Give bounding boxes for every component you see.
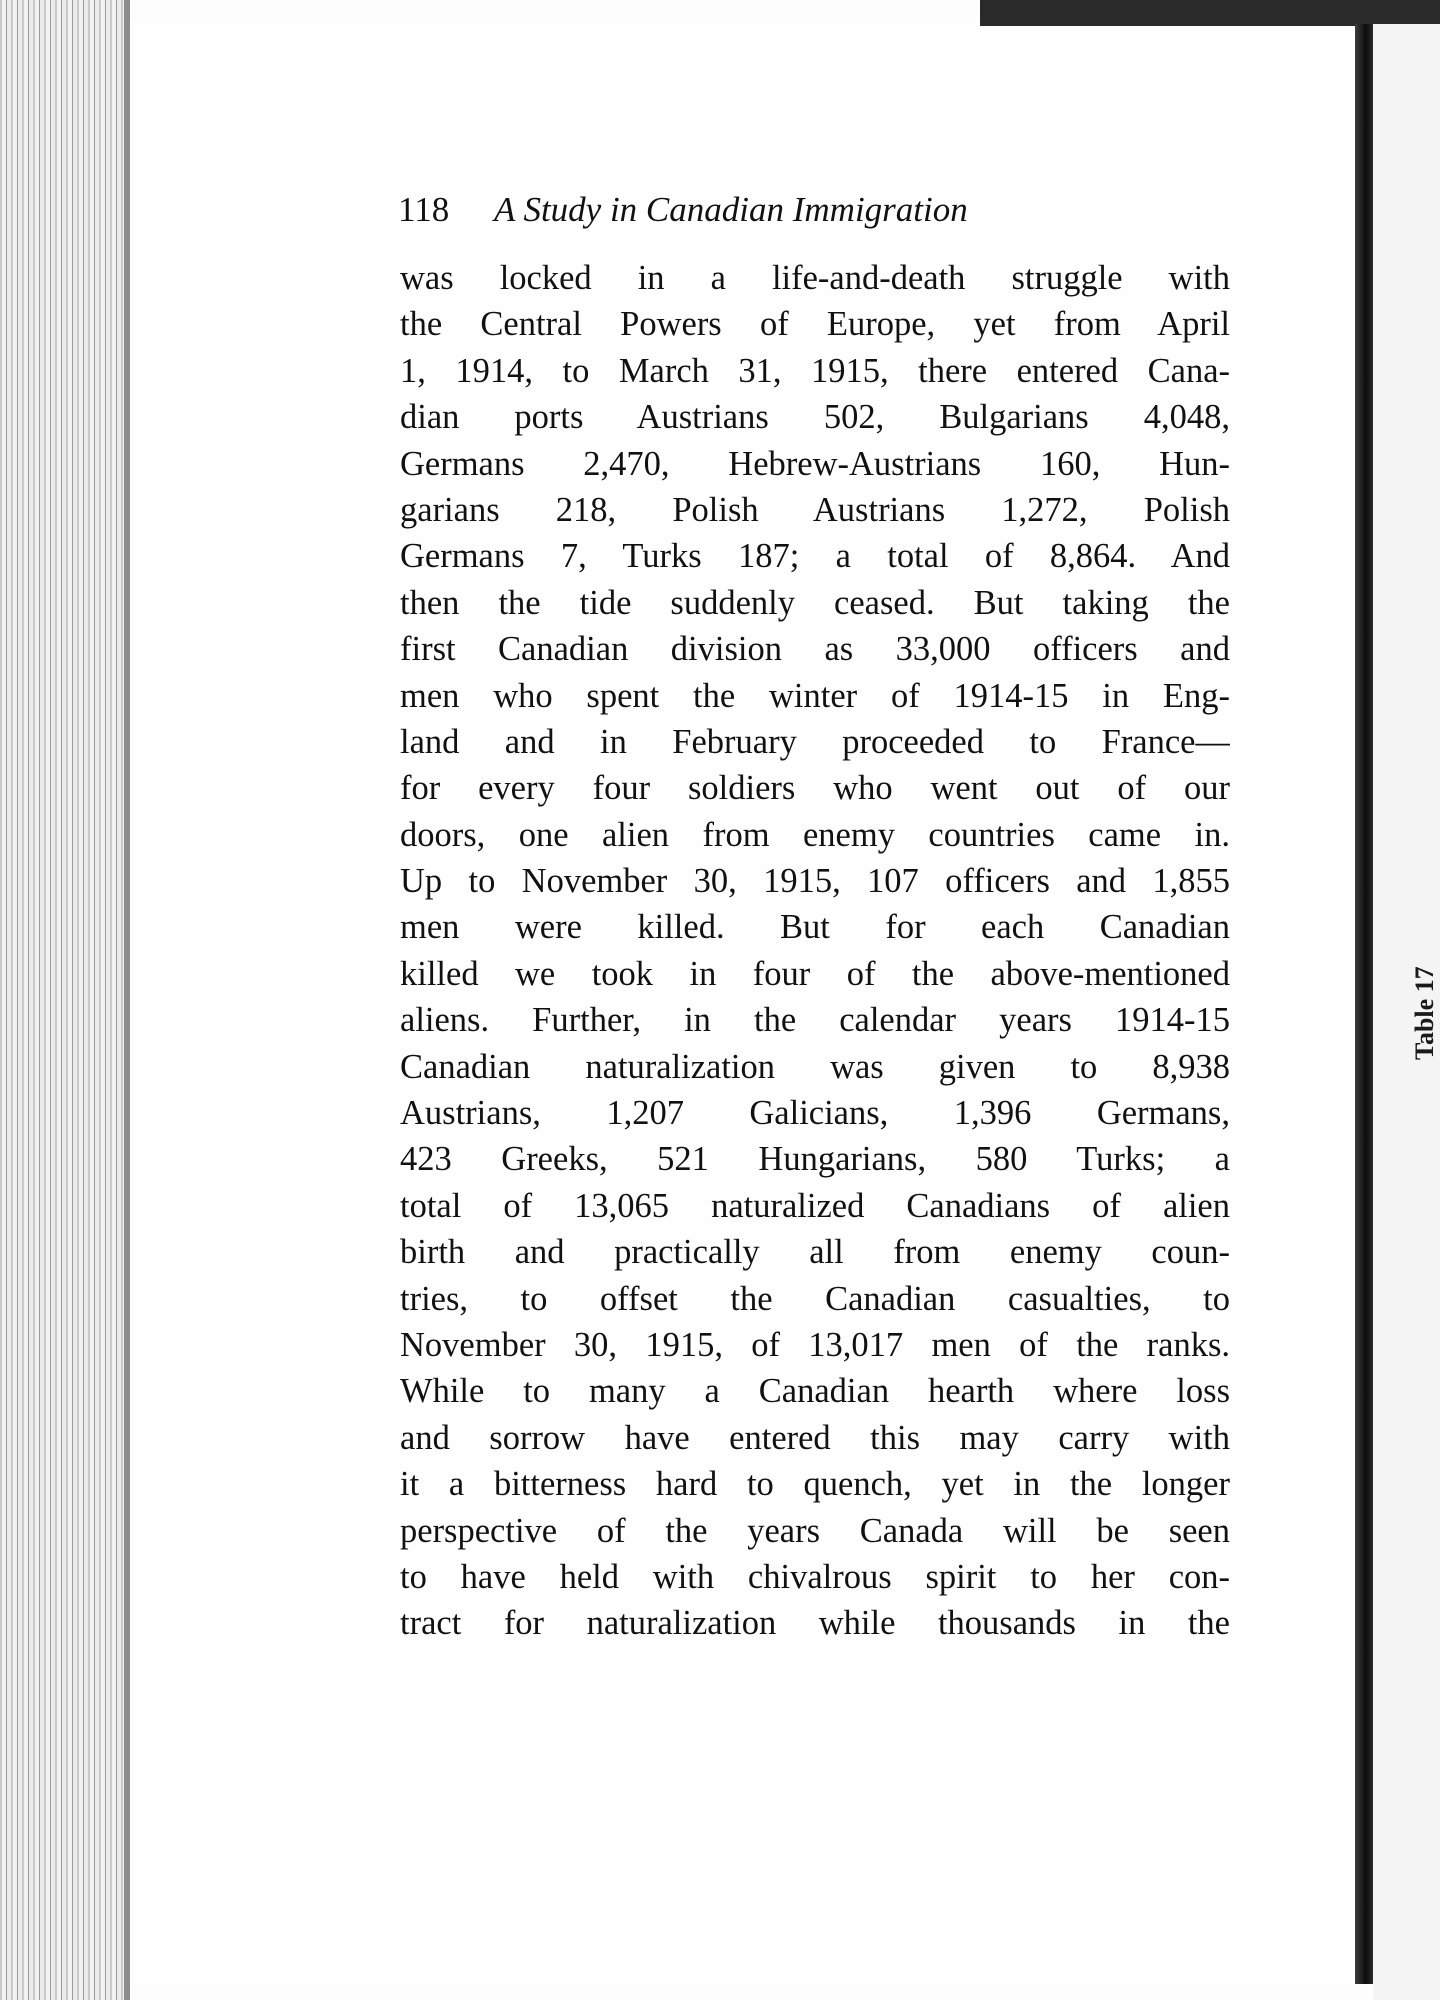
text-line: to have held with chivalrous spirit to her con- <box>400 1557 1230 1596</box>
page-number: 118 <box>398 190 450 229</box>
text-line: Austrians, 1,207 Galicians, 1,396 Germans, <box>400 1094 1230 1133</box>
running-head: A Study in Canadian Immigration <box>493 190 968 229</box>
scan-top-shadow <box>980 0 1440 26</box>
text-line: November 30, 1915, of 13,017 men of the ranks. <box>400 1325 1230 1364</box>
text-line: then the tide suddenly ceased. But taking the <box>400 583 1230 622</box>
text-line: birth and practically all from enemy coun- <box>400 1233 1230 1272</box>
text-line: total of 13,065 naturalized Canadians of alien <box>400 1186 1230 1225</box>
text-line: for every four soldiers who went out of our <box>400 769 1230 808</box>
text-line: Up to November 30, 1915, 107 officers and 1,855 <box>400 862 1230 901</box>
text-line: tract for naturalization while thousands in the <box>400 1604 1230 1643</box>
page-header <box>398 190 1238 250</box>
text-line: While to many a Canadian hearth where loss <box>400 1372 1230 1411</box>
text-line: men who spent the winter of 1914-15 in Eng- <box>400 676 1230 715</box>
text-line: doors, one alien from enemy countries came in. <box>400 815 1230 854</box>
text-line: was locked in a life-and-death struggle with <box>400 259 1230 297</box>
text-line: Canadian naturalization was given to 8,938 <box>400 1047 1230 1086</box>
text-line: the Central Powers of Europe, yet from April <box>400 305 1230 344</box>
text-line: it a bitterness hard to quench, yet in the longer <box>400 1465 1230 1504</box>
text-line: and sorrow have entered this may carry with <box>400 1418 1230 1457</box>
text-line: land and in February proceeded to France— <box>400 722 1230 761</box>
text-line: killed we took in four of the above-mentioned <box>400 954 1230 993</box>
text-line: tries, to offset the Canadian casualties, to <box>400 1279 1230 1318</box>
text-line: men were killed. But for each Canadian <box>400 908 1230 947</box>
page-edges <box>0 0 130 2000</box>
text-line: perspective of the years Canada will be seen <box>400 1511 1230 1550</box>
text-line: 423 Greeks, 521 Hungarians, 580 Turks; a <box>400 1140 1230 1179</box>
book-binding <box>1355 24 1373 1984</box>
text-line: first Canadian division as 33,000 officers and <box>400 630 1230 669</box>
body-text <box>400 255 1230 1647</box>
facing-page-side-text: Table 17 <box>1410 966 1439 1060</box>
text-line: aliens. Further, in the calendar years 1914-15 <box>400 1001 1230 1040</box>
text-line: 1, 1914, to March 31, 1915, there entered Cana- <box>400 351 1230 390</box>
text-line: garians 218, Polish Austrians 1,272, Polish <box>400 490 1230 529</box>
text-line: Germans 2,470, Hebrew-Austrians 160, Hun- <box>400 444 1230 483</box>
text-line: Germans 7, Turks 187; a total of 8,864. And <box>400 537 1230 576</box>
text-line: dian ports Austrians 502, Bulgarians 4,048, <box>400 398 1230 437</box>
